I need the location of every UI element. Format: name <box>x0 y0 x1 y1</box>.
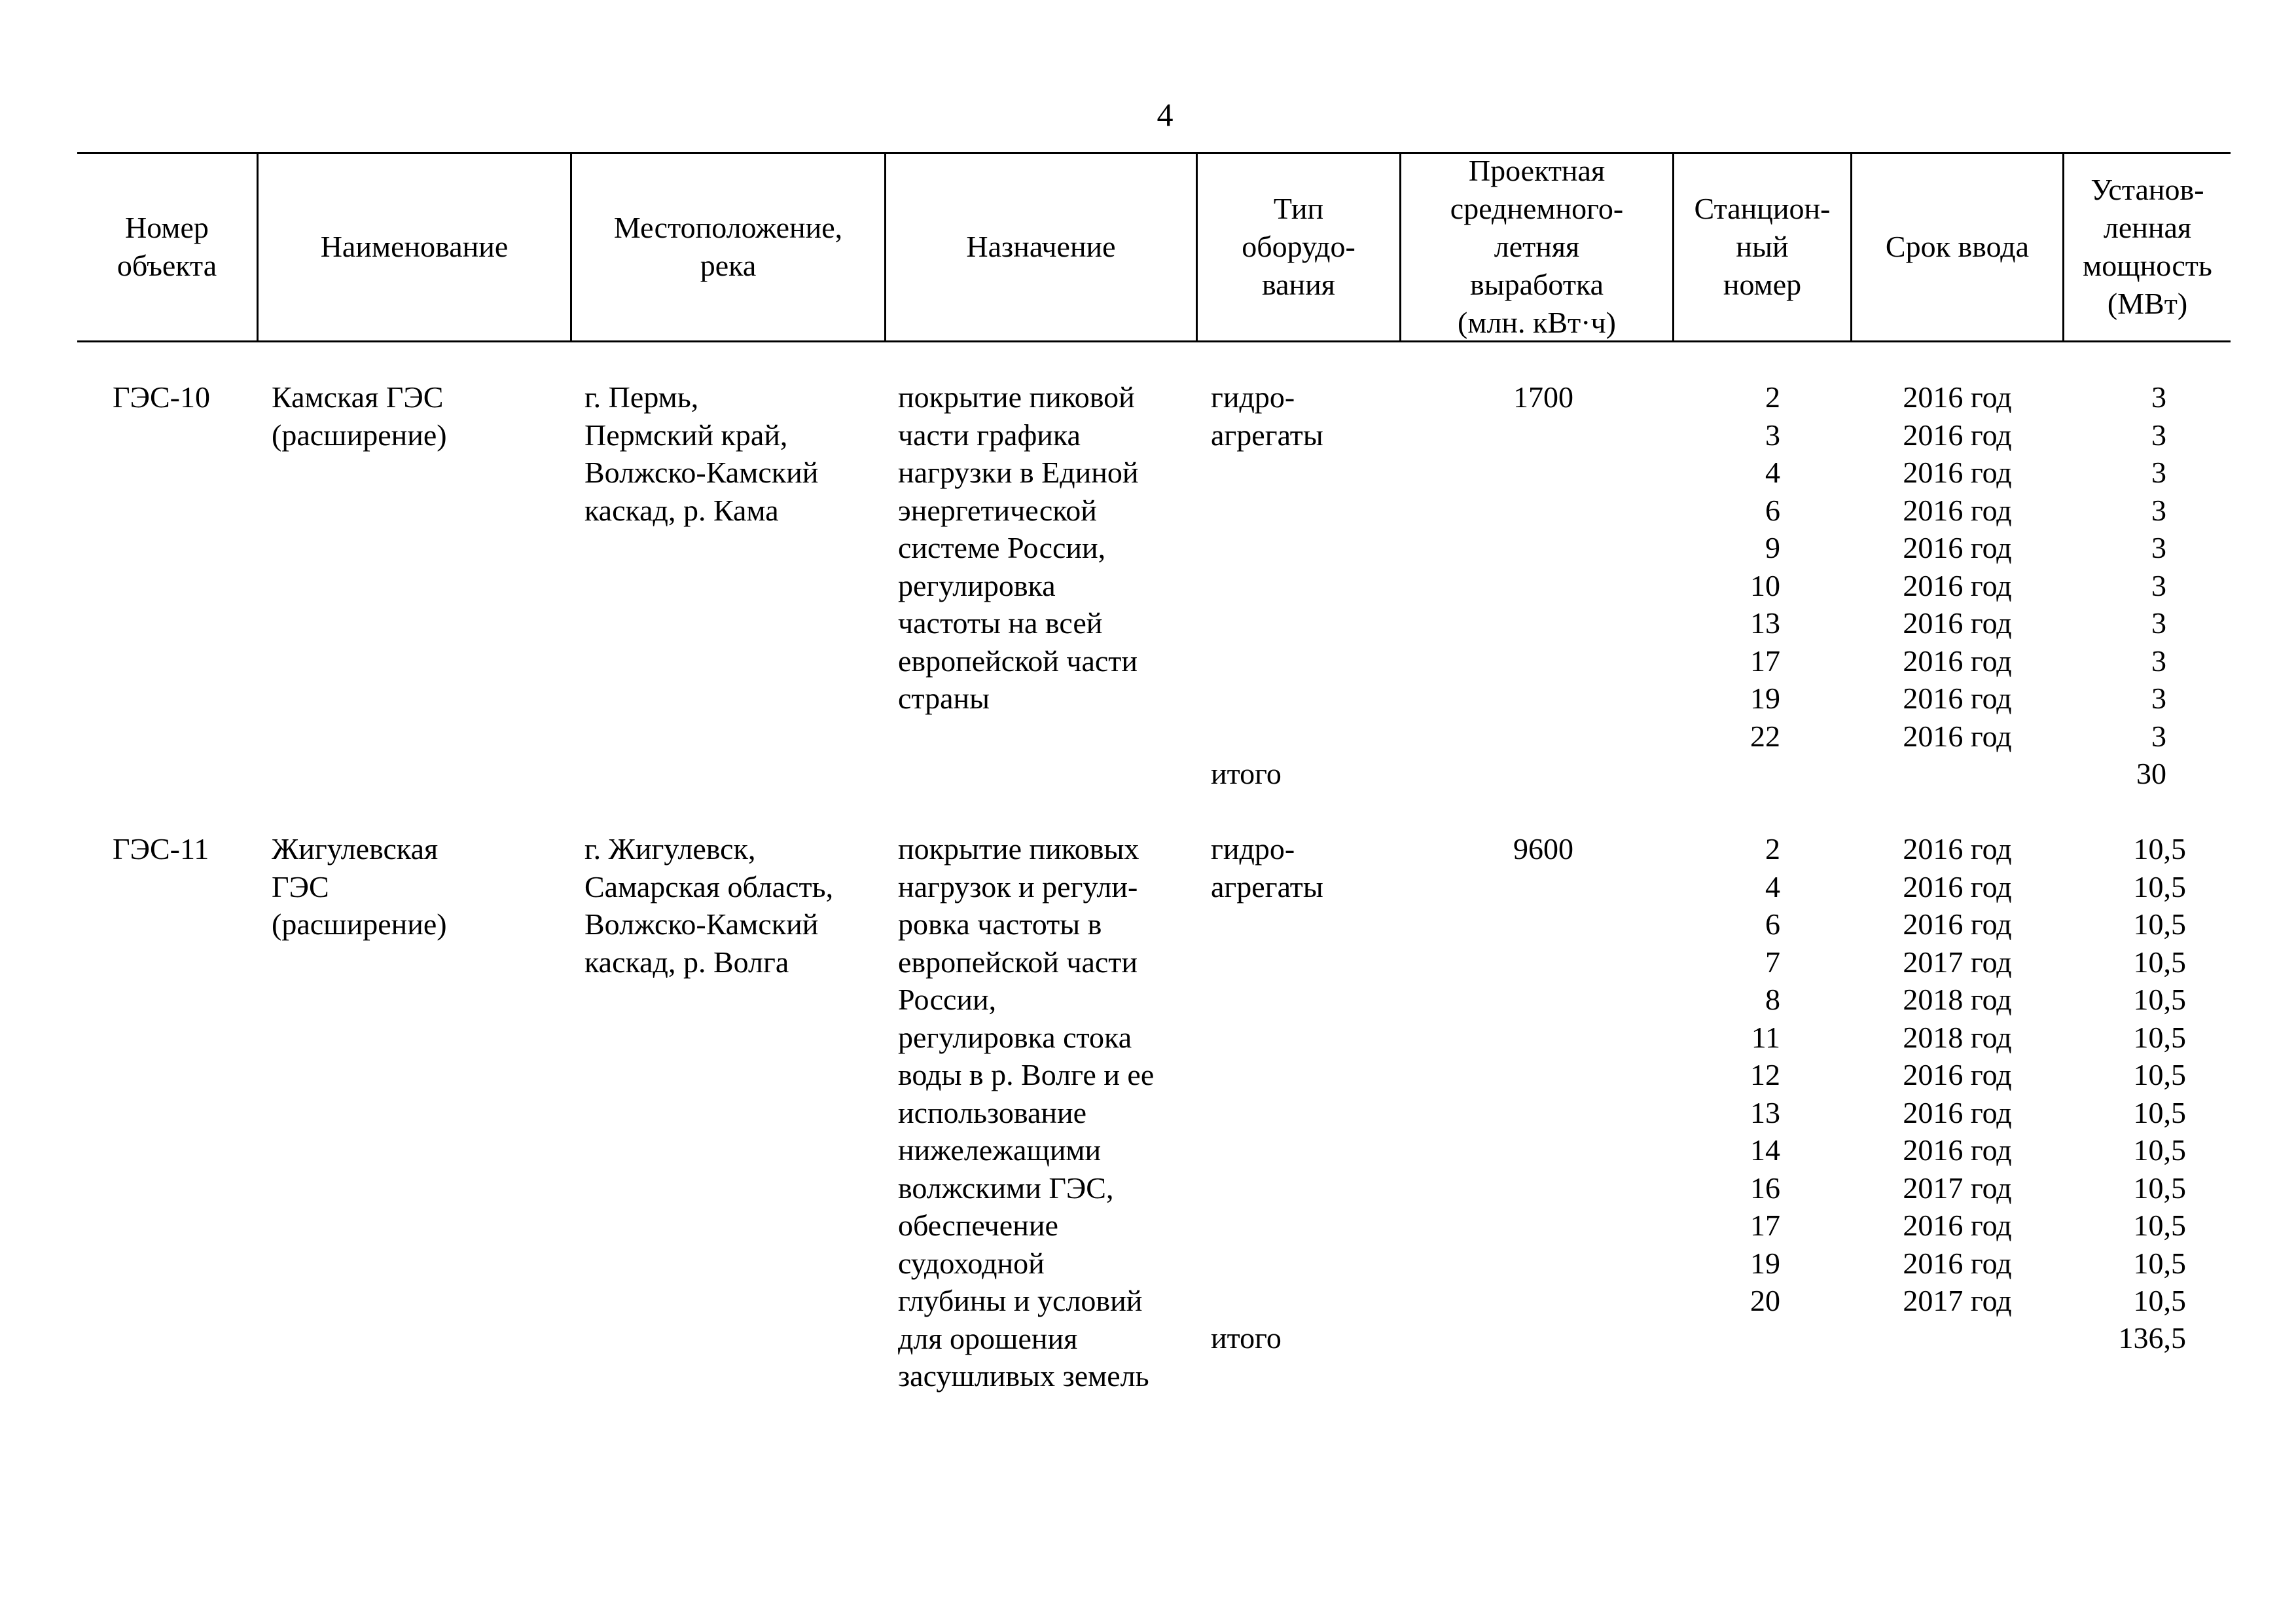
page-number: 4 <box>1157 96 1174 133</box>
list-item: 2016 год <box>1903 493 2012 527</box>
object-purpose: покрытие пиковой части графика нагрузки в Единой энергетической системе России, регулировка частоты на всей европейской части страны <box>898 380 1139 715</box>
list-item: 2016 год <box>1903 682 2012 715</box>
list-item: 19 <box>1750 1246 1780 1280</box>
list-item: 9 <box>1765 531 1780 564</box>
total-value: 136,5 <box>2118 1321 2186 1355</box>
list-item: 4 <box>1765 456 1780 489</box>
list-item: 22 <box>1750 719 1780 753</box>
list-item: 2017 год <box>1903 1171 2012 1205</box>
list-item: 2016 год <box>1903 380 2012 414</box>
list-item: 10,5 <box>2133 869 2186 903</box>
list-item: 17 <box>1750 1209 1780 1242</box>
list-item: 3 <box>2151 682 2166 715</box>
list-item: 2 <box>1765 380 1780 414</box>
list-item: 2016 год <box>1903 1246 2012 1280</box>
list-item: 11 <box>1751 1020 1780 1054</box>
list-item: 10,5 <box>2133 983 2186 1016</box>
list-item: 10,5 <box>2133 907 2186 941</box>
list-item: 10,5 <box>2133 1058 2186 1091</box>
object-purpose: покрытие пиковых нагрузок и регули- ровка частоты в европейской части России, регулировка стока воды в р. Волге и ее использование нижележащими волжскими ГЭС, обеспечение судоходной глубины и условий для орошения засушливых земель <box>898 832 1155 1393</box>
station-number-list <box>1674 830 1780 1320</box>
list-item: 10,5 <box>2133 1020 2186 1054</box>
list-item: 16 <box>1750 1171 1780 1205</box>
header-equipment-type: Тип оборудо- вания <box>1242 192 1355 301</box>
list-item: 10,5 <box>2133 945 2186 979</box>
list-item: 2016 год <box>1903 606 2012 640</box>
header-station-number: Станцион- ный номер <box>1694 192 1831 301</box>
list-item: 4 <box>1765 869 1780 903</box>
list-item: 6 <box>1765 493 1780 527</box>
list-item: 2018 год <box>1903 1020 2012 1054</box>
list-item: 2016 год <box>1903 418 2012 452</box>
list-item: 10 <box>1750 568 1780 602</box>
list-item: 2016 год <box>1903 907 2012 941</box>
list-item: 2017 год <box>1903 945 2012 979</box>
list-item: 3 <box>2151 644 2166 678</box>
total-label: итого <box>1211 1321 1282 1355</box>
header-object-number: Номер объекта <box>117 211 217 282</box>
station-number-list <box>1674 378 1780 755</box>
list-item: 10,5 <box>2133 1095 2186 1129</box>
list-item: 2016 год <box>1903 644 2012 678</box>
commissioning-list <box>1852 830 2062 1320</box>
list-item: 3 <box>2151 456 2166 489</box>
header-capacity: Установ- ленная мощность (МВт) <box>2083 173 2212 320</box>
header-output: Проектная среднемного- летняя выработка (млн. кВт·ч) <box>1450 154 1624 339</box>
header-purpose: Назначение <box>966 230 1116 263</box>
list-item: 2016 год <box>1903 719 2012 753</box>
list-item: 3 <box>2151 531 2166 564</box>
list-item: 10,5 <box>2133 1209 2186 1242</box>
header-location: Местоположение, река <box>613 211 843 282</box>
list-item: 14 <box>1750 1133 1780 1167</box>
list-item: 8 <box>1765 983 1780 1016</box>
list-item: 12 <box>1750 1058 1780 1091</box>
list-item: 2016 год <box>1903 832 2012 866</box>
list-item: 13 <box>1750 606 1780 640</box>
list-item: 17 <box>1750 644 1780 678</box>
list-item: 10,5 <box>2133 1284 2186 1317</box>
list-item: 3 <box>2151 606 2166 640</box>
list-item: 3 <box>2151 418 2166 452</box>
object-number: ГЭС-10 <box>113 380 210 414</box>
object-location: г. Пермь, Пермский край, Волжско-Камский каскад, р. Кама <box>584 380 819 527</box>
list-item: 2016 год <box>1903 1095 2012 1129</box>
list-item: 2016 год <box>1903 568 2012 602</box>
list-item: 2016 год <box>1903 456 2012 489</box>
capacity-list <box>2064 830 2186 1320</box>
object-output: 1700 <box>1513 380 1573 414</box>
list-item: 2016 год <box>1903 1058 2012 1091</box>
capacity-list <box>2064 378 2166 755</box>
list-item: 6 <box>1765 907 1780 941</box>
object-number: ГЭС-11 <box>113 832 209 866</box>
header-commissioning: Срок ввода <box>1885 230 2030 263</box>
list-item: 19 <box>1750 682 1780 715</box>
list-item: 2016 год <box>1903 869 2012 903</box>
object-equipment: гидро- агрегаты <box>1211 832 1323 903</box>
list-item: 13 <box>1750 1095 1780 1129</box>
list-item: 10,5 <box>2133 1246 2186 1280</box>
list-item: 7 <box>1765 945 1780 979</box>
header-name: Наименование <box>320 230 509 263</box>
list-item: 3 <box>2151 380 2166 414</box>
list-item: 2016 год <box>1903 1209 2012 1242</box>
list-item: 20 <box>1750 1284 1780 1317</box>
commissioning-list <box>1852 378 2062 755</box>
list-item: 3 <box>2151 493 2166 527</box>
list-item: 2016 год <box>1903 531 2012 564</box>
list-item: 3 <box>1765 418 1780 452</box>
table-header-bottom-rule <box>77 340 2231 342</box>
list-item: 10,5 <box>2133 832 2186 866</box>
object-location: г. Жигулевск, Самарская область, Волжско-Камский каскад, р. Волга <box>584 832 834 979</box>
list-item: 10,5 <box>2133 1171 2186 1205</box>
object-output: 9600 <box>1513 832 1573 866</box>
list-item: 3 <box>2151 568 2166 602</box>
object-name: Жигулевская ГЭС (расширение) <box>272 832 447 941</box>
total-label: итого <box>1211 757 1282 790</box>
list-item: 2016 год <box>1903 1133 2012 1167</box>
list-item: 10,5 <box>2133 1133 2186 1167</box>
object-name: Камская ГЭС (расширение) <box>272 380 447 452</box>
list-item: 2017 год <box>1903 1284 2012 1317</box>
total-value: 30 <box>2136 757 2166 790</box>
object-equipment: гидро- агрегаты <box>1211 380 1323 452</box>
list-item: 3 <box>2151 719 2166 753</box>
list-item: 2 <box>1765 832 1780 866</box>
list-item: 2018 год <box>1903 983 2012 1016</box>
